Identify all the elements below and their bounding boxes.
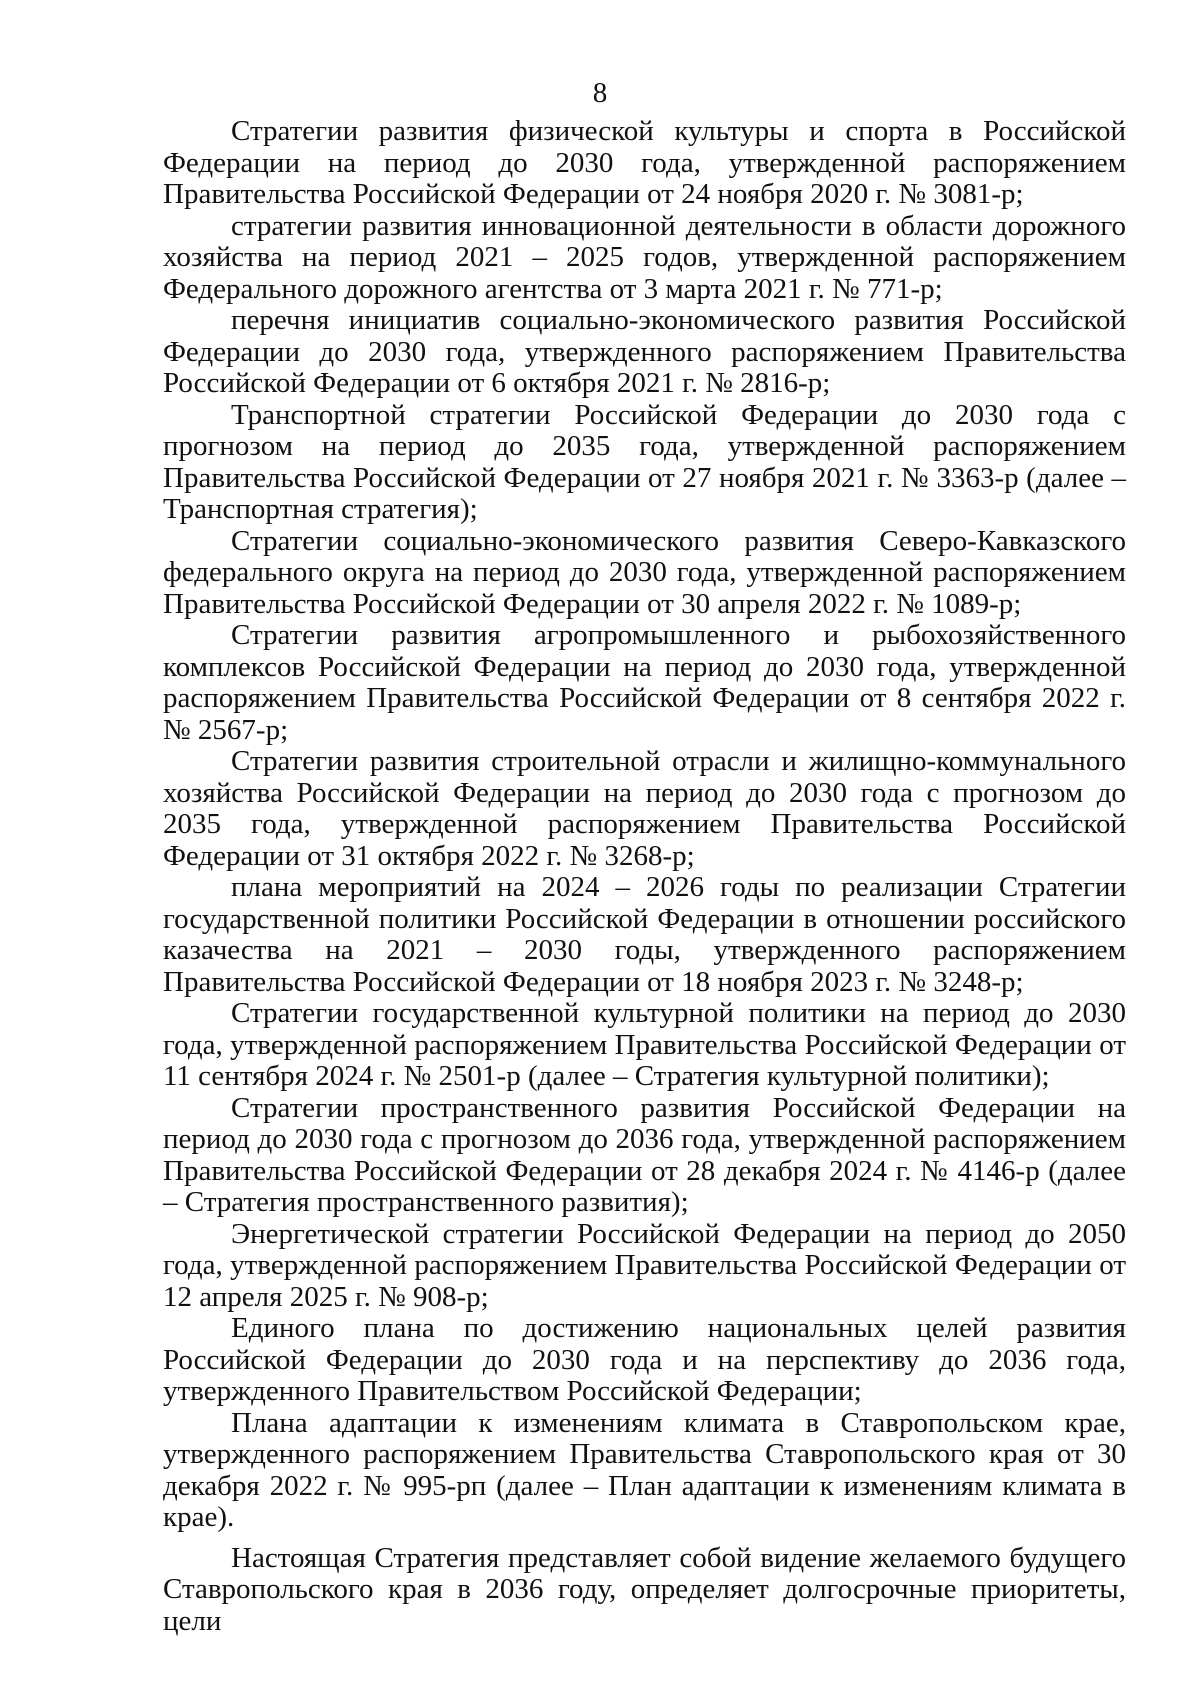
paragraph-energy-strategy: Энергетической стратегии Российской Федерации на период до 2050 года, утвержденной распоряжением Правительства Российской Федерации от 12 апреля 2025 г. № 908-р; xyxy=(163,1217,1126,1313)
paragraph-north-caucasus-strategy: Стратегии социально-экономического развития Северо-Кавказского федерального округа на период до 2030 года, утвержденной распоряжением Правительства Российской Федерации от 30 апреля 2022 г. № 1089-р; xyxy=(163,524,1126,620)
paragraph-road-innovation-strategy: стратегии развития инновационной деятельности в области дорожного хозяйства на период 2021 – 2025 годов, утвержденной распоряжением Федерального дорожного агентства от 3 марта 2021 г. № 771-р; xyxy=(163,209,1126,305)
page-number: 8 xyxy=(592,77,608,109)
paragraph-cossack-plan: плана мероприятий на 2024 – 2026 годы по реализации Стратегии государственной политики Российской Федерации в отношении российского казачества на 2021 – 2030 годы, утвержденного распоряжением Правительства Российской Федерации от 18 ноября 2023 г. № 3248-р; xyxy=(163,871,1126,998)
paragraph-agro-strategy: Стратегии развития агропромышленного и рыбохозяйственного комплексов Российской Федерации на период до 2030 года, утвержденной распоряжением Правительства Российской Федерации от 8 сентября 2022 г. № 2567-р; xyxy=(163,619,1126,746)
paragraph-initiatives-list: перечня инициатив социально-экономического развития Российской Федерации до 2030 года, утвержденного распоряжением Правительства Российской Федерации от 6 октября 2021 г. № 2816-р; xyxy=(163,304,1126,399)
paragraph-spatial-strategy: Стратегии пространственного развития Российской Федерации на период до 2030 года с прогнозом до 2036 года, утвержденной распоряжением Правительства Российской Федерации от 28 декабря 2024 г. № 4146-р (далее – Стратегия пространственного развития); xyxy=(163,1091,1126,1218)
paragraph-strategy-vision: Настоящая Стратегия представляет собой видение желаемого будущего Ставропольского края в 2036 году, определяет долгосрочные приоритеты, цели xyxy=(163,1541,1126,1637)
paragraph-unified-plan: Единого плана по достижению национальных целей развития Российской Федерации до 2030 года и на перспективу до 2036 года, утвержденного Правительством Российской Федерации; xyxy=(163,1312,1126,1407)
paragraph-culture-strategy: Стратегии государственной культурной политики на период до 2030 года, утвержденной распоряжением Правительства Российской Федерации от 11 сентября 2024 г. № 2501-р (далее – Стратегия культурной политики); xyxy=(163,997,1126,1092)
paragraph-climate-plan: Плана адаптации к изменениям климата в Ставропольском крае, утвержденного распоряжением Правительства Ставропольского края от 30 декабря 2022 г. № 995-рп (далее – План адаптации к изменениям климата в крае). xyxy=(163,1406,1126,1533)
paragraph-sport-strategy: Стратегии развития физической культуры и спорта в Российской Федерации на период до 2030 года, утвержденной распоряжением Правительства Российской Федерации от 24 ноября 2020 г. № 3081-р; xyxy=(163,115,1126,210)
paragraph-transport-strategy: Транспортной стратегии Российской Федерации до 2030 года с прогнозом на период до 2035 года, утвержденной распоряжением Правительства Российской Федерации от 27 ноября 2021 г. № 3363-р (далее – Транспортная стратегия); xyxy=(163,398,1126,525)
document-body xyxy=(163,116,1126,1637)
paragraph-construction-strategy: Стратегии развития строительной отрасли и жилищно-коммунального хозяйства Российской Федерации на период до 2030 года с прогнозом до 2035 года, утвержденной распоряжением Правительства Российской Федерации от 31 октября 2022 г. № 3268-р; xyxy=(163,745,1126,872)
